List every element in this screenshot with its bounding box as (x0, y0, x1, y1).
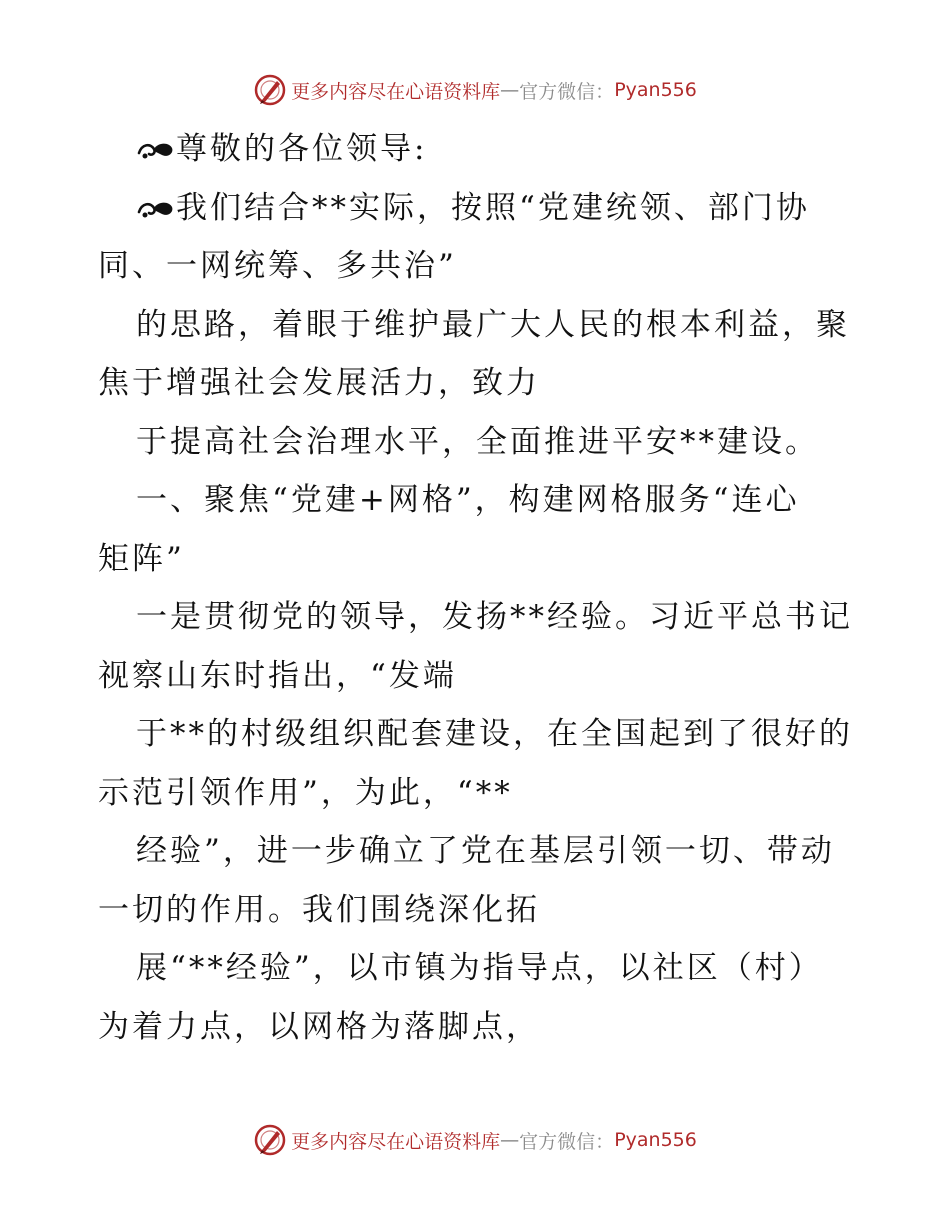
paragraph-text: 示范引领作用”，为此，“** (98, 774, 513, 811)
watermark-separator: — (500, 79, 520, 101)
text-line (98, 179, 858, 238)
watermark-brand-text: 更多内容尽在心语资料库 (291, 80, 501, 103)
watermark-brand-text: 更多内容尽在心语资料库 (291, 1130, 501, 1153)
section-heading-text: 一、聚焦“党建+网格”，构建网格服务“连心 (136, 482, 800, 518)
paragraph-text: 焦于增强社会发展活力，致力 (98, 365, 540, 401)
paragraph-text: 视察山东时指出，“发端 (98, 657, 457, 694)
text-line (98, 296, 858, 355)
watermark-wechat-label: 官方微信： (519, 80, 615, 103)
fleuron-bullet-icon (136, 139, 176, 161)
pen-logo-icon (253, 1123, 287, 1157)
text-line (98, 120, 858, 179)
text-line (98, 939, 858, 998)
document-body (98, 120, 858, 1056)
text-line (98, 881, 858, 940)
watermark-separator: — (500, 1129, 520, 1151)
watermark-wechat-id: Pyan556 (614, 79, 697, 101)
section-heading-text: 矩阵” (98, 540, 185, 577)
watermark-header (0, 70, 950, 110)
paragraph-text: 经验”，进一步确立了党在基层引领一切、带动 (136, 833, 835, 869)
watermark-wechat-id: Pyan556 (614, 1129, 697, 1151)
paragraph-text: 于提高社会治理水平，全面推进平安**建设。 (136, 423, 819, 460)
text-line (98, 705, 858, 764)
paragraph-text: 一切的作用。我们围绕深化拓 (98, 891, 540, 928)
paragraph-text: 一是贯彻党的领导，发扬**经验。习近平总书记 (136, 599, 853, 635)
paragraph-text: 的思路，着眼于维护最广大人民的根本利益，聚 (136, 306, 850, 343)
paragraph-text: 我们结合**实际，按照“党建统领、部门协 (176, 189, 810, 226)
salutation-text: 尊敬的各位领导: (176, 131, 428, 167)
text-line (98, 471, 858, 530)
text-line (98, 237, 858, 296)
text-line (98, 764, 858, 823)
watermark-wechat-label: 官方微信： (519, 1130, 615, 1153)
paragraph-text: 展“**经验”，以市镇为指导点，以社区（村） (136, 950, 823, 986)
fleuron-bullet-icon (136, 198, 176, 220)
text-line (98, 530, 858, 589)
text-line (98, 822, 858, 881)
paragraph-text: 于**的村级组织配套建设，在全国起到了很好的 (136, 716, 853, 752)
text-line (98, 998, 858, 1057)
paragraph-text: 为着力点，以网格为落脚点， (98, 1008, 540, 1045)
pen-logo-icon (253, 73, 287, 107)
text-line (98, 647, 858, 706)
paragraph-text: 同、一网统筹、多共治” (98, 248, 457, 284)
watermark-footer (0, 1120, 950, 1160)
text-line (98, 413, 858, 472)
text-line (98, 354, 858, 413)
text-line (98, 588, 858, 647)
